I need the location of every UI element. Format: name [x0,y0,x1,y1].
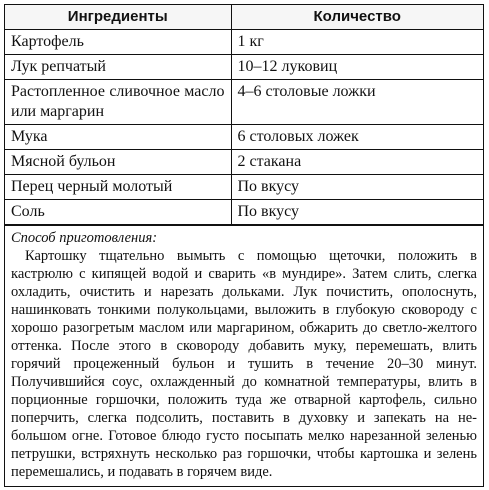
ingredient-cell: Соль [5,200,231,225]
method-section [5,225,483,486]
ingredient-cell: Мука [5,125,231,150]
quantity-cell: 1 кг [231,30,483,55]
quantity-cell: 6 столовых ложек [231,125,483,150]
header-ingredients: Ингредиенты [5,5,231,30]
method-text: Картошку тщательно вымыть с помощью щеточки, положить в кастрюлю с кипящей водой и сварить «в мундире». Затем слить, слегка охладить, очистить и нарезать дольками. Лук почистить, ополоснуть, нашинковать тонкими полукольцами, выложить в глубокую сковороду с хорошо разогретым маслом или маргарином, обжарить до светло-желтого оттенка. После этого в сковороду добавить муку, перемешать, влить горячий процеженный бульон и тушить в течение 20–30 минут. Получившийся соус, охлажденный до комнатной температуры, влить в порционные горшочки, положить туда же отварной картофель, сильно поперчить, слегка подсолить, поставить в духовку и запекать на небольшом огне. Готовое блюдо густо посыпать мелко нарезанной зеленью петрушки, встряхнуть несколько раз горшочки, чтобы картошка и зелень перемешались, и подавать в горячем виде. [11,248,477,480]
table-row [5,200,483,225]
quantity-cell: 4–6 столовые ложки [231,80,483,125]
table-row [5,55,483,80]
method-title: Способ приготовления: [11,230,158,246]
table-row [5,30,483,55]
ingredient-cell: Картофель [5,30,231,55]
ingredient-cell: Лук репчатый [5,55,231,80]
quantity-cell: По вкусу [231,175,483,200]
ingredient-cell: Мясной бульон [5,150,231,175]
header-quantity: Количество [231,5,483,30]
ingredient-cell: Растопленное сливочное масло или маргарин [5,80,231,125]
table-row [5,175,483,200]
quantity-cell: По вкусу [231,200,483,225]
quantity-cell: 10–12 луковиц [231,55,483,80]
ingredient-cell: Перец черный молотый [5,175,231,200]
recipe-document [4,4,484,487]
quantity-cell: 2 стакана [231,150,483,175]
ingredients-table [5,5,483,225]
table-row [5,125,483,150]
table-row [5,150,483,175]
table-header-row [5,5,483,30]
table-row [5,80,483,125]
